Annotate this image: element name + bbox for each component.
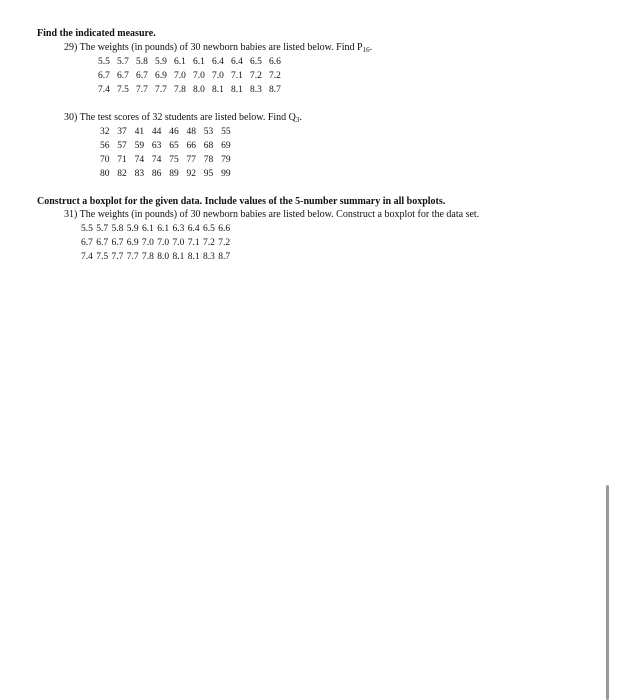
data-value-cell: 46: [169, 127, 179, 137]
problem-30-text: 30) The test scores of 32 students are listed below. Find Q: [64, 112, 296, 123]
data-value-cell: 55: [221, 127, 231, 137]
data-value-cell: 89: [169, 169, 179, 179]
data-value-cell: 82: [117, 169, 127, 179]
data-value-cell: 44: [151, 127, 162, 137]
data-value-cell: 7.0: [193, 71, 205, 81]
data-value-cell: 32: [100, 127, 110, 137]
data-value-cell: 7.7: [155, 85, 167, 95]
data-value-cell: 5.8: [136, 57, 148, 67]
data-value-cell: 6.1: [193, 57, 205, 67]
problem-29-subscript: 16: [362, 46, 370, 54]
data-value-cell: 7.2: [250, 71, 262, 81]
problem-29-data-table: [98, 56, 288, 96]
data-value-cell: 95: [203, 169, 214, 179]
vertical-scrollbar[interactable]: [606, 485, 609, 700]
section-heading-boxplot: Construct a boxplot for the given data. Include values of the 5-number summary in all boxplots.: [37, 196, 446, 207]
data-value-cell: 99: [221, 169, 231, 179]
data-value-cell: 8.0: [193, 85, 205, 95]
problem-30-statement: [64, 111, 302, 125]
problem-31-statement: 31) The weights (in pounds) of 30 newborn babies are listed below. Construct a boxplot for the data set.: [64, 209, 480, 220]
data-value-cell: 69: [221, 141, 231, 151]
data-value-cell: 8.7: [269, 85, 281, 95]
data-value-cell: 59: [134, 141, 145, 151]
data-value-cell: 7.2: [269, 71, 281, 81]
data-value-cell: 5.9: [155, 57, 167, 67]
data-value-cell: 53: [203, 127, 214, 137]
data-value-cell: 7.0: [212, 71, 224, 81]
section-heading-indicated-measure: Find the indicated measure.: [37, 28, 156, 39]
data-value-cell: 80: [100, 169, 110, 179]
data-value-cell: 8.3: [250, 85, 262, 95]
problem-29-end: .: [369, 42, 373, 53]
data-value-cell: 68: [203, 141, 214, 151]
data-value-cell: 83: [134, 169, 145, 179]
data-value-cell: 41: [134, 127, 145, 137]
problem-30-subscript: 3: [295, 116, 300, 124]
data-value-cell: 5.5: [98, 57, 110, 67]
data-value-cell: 7.5: [117, 85, 129, 95]
data-value-cell: 78: [203, 155, 214, 165]
data-value-cell: 6.5: [250, 57, 262, 67]
data-value-cell: 6.6: [269, 57, 281, 67]
data-value-cell: 37: [117, 127, 127, 137]
data-value-cell: 7.0: [174, 71, 186, 81]
data-value-cell: 6.4: [212, 57, 224, 67]
data-value-cell: 71: [117, 155, 127, 165]
data-value-cell: 56: [100, 141, 110, 151]
data-value-cell: 6.9: [155, 71, 167, 81]
problem-31-data-row: 5.5 5.7 5.8 5.9 6.1 6.1 6.3 6.4 6.5 6.6: [81, 224, 231, 234]
problem-31-data-row: 7.4 7.5 7.7 7.7 7.8 8.0 8.1 8.1 8.3 8.7: [81, 252, 231, 262]
data-value-cell: 92: [186, 169, 196, 179]
data-value-cell: 75: [169, 155, 179, 165]
data-value-cell: 8.1: [231, 85, 243, 95]
data-value-cell: 74: [151, 155, 162, 165]
problem-29-statement: [64, 41, 372, 55]
problem-31-data-row: 6.7 6.7 6.7 6.9 7.0 7.0 7.0 7.1 7.2 7.2: [81, 238, 231, 248]
problem-30-data-table: [100, 126, 238, 180]
data-value-cell: 63: [151, 141, 162, 151]
data-value-cell: 8.1: [212, 85, 224, 95]
data-value-cell: 74: [134, 155, 145, 165]
data-value-cell: 7.7: [136, 85, 148, 95]
data-value-cell: 7.8: [174, 85, 186, 95]
data-value-cell: 57: [117, 141, 127, 151]
problem-30-end: .: [299, 112, 302, 123]
data-value-cell: 6.4: [231, 57, 243, 67]
data-value-cell: 65: [169, 141, 179, 151]
data-value-cell: 48: [186, 127, 196, 137]
data-value-cell: 6.7: [98, 71, 110, 81]
data-value-cell: 66: [186, 141, 196, 151]
data-value-cell: 6.7: [136, 71, 148, 81]
data-value-cell: 86: [151, 169, 162, 179]
data-value-cell: 6.1: [174, 57, 186, 67]
problem-29-text: 29) The weights (in pounds) of 30 newborn babies are listed below. Find P: [64, 42, 363, 53]
data-value-cell: 6.7: [117, 71, 129, 81]
data-value-cell: 77: [186, 155, 196, 165]
data-value-cell: 7.1: [231, 71, 243, 81]
data-value-cell: 7.4: [98, 85, 110, 95]
data-value-cell: 5.7: [117, 57, 129, 67]
data-value-cell: 79: [221, 155, 231, 165]
data-value-cell: 70: [100, 155, 110, 165]
